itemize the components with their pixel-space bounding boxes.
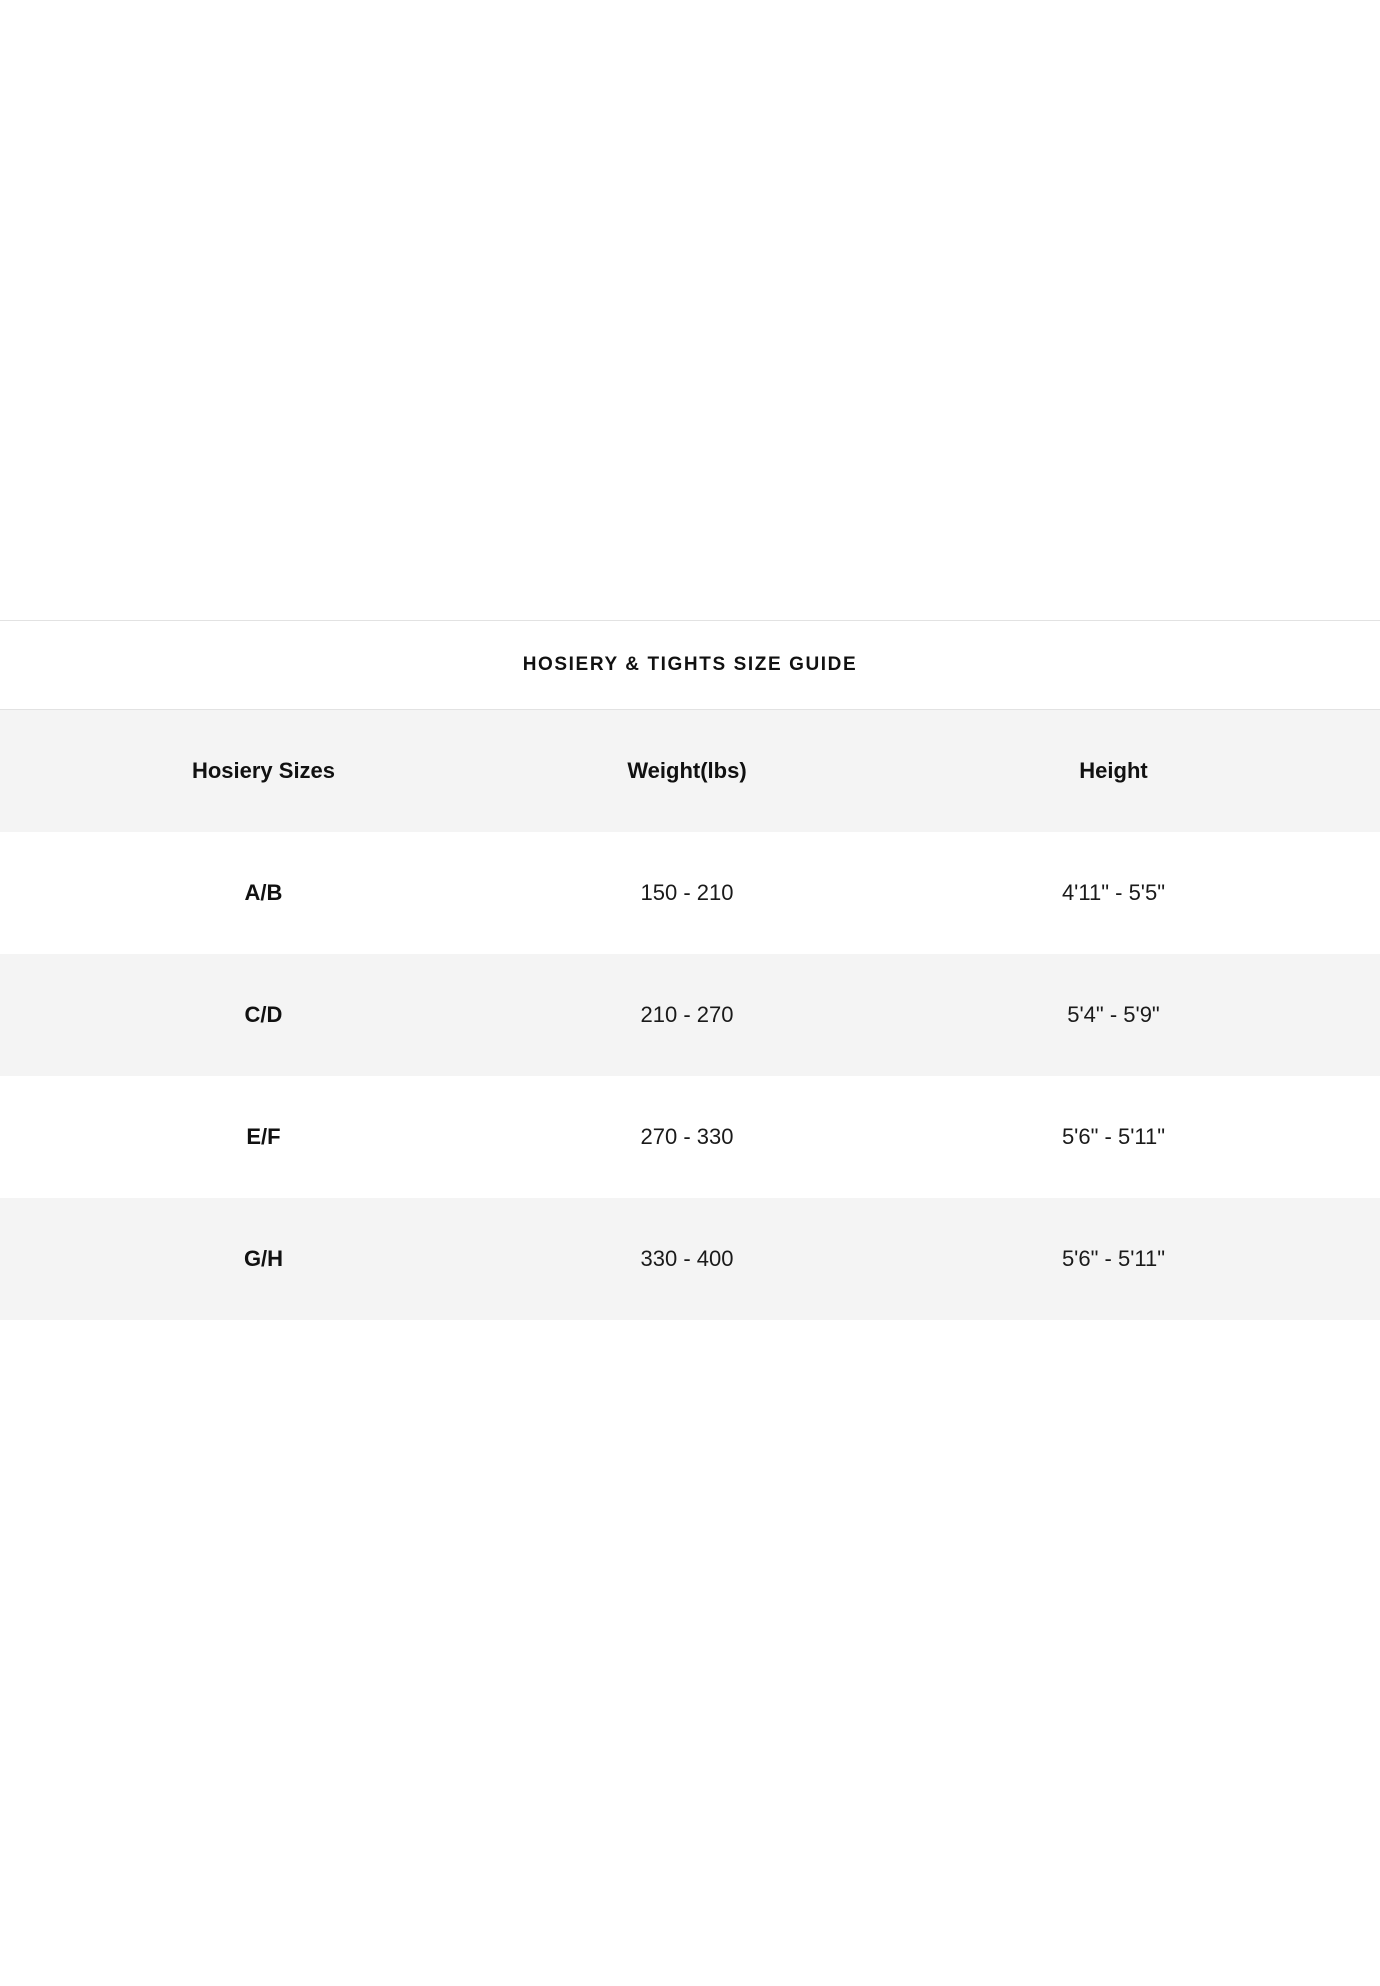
table-body [0,832,1380,1320]
cell-size: E/F [246,1124,281,1149]
column-header-height: Height [1079,758,1148,783]
cell-height: 5'6" - 5'11" [1061,1124,1166,1149]
cell-weight: 210 - 270 [640,1002,734,1027]
size-guide-table [0,710,1380,1320]
page-title: HOSIERY & TIGHTS SIZE GUIDE [522,654,858,675]
cell-weight: 270 - 330 [640,1124,734,1149]
cell-weight: 330 - 400 [640,1246,734,1271]
table-row [0,954,1380,1076]
table-row [0,1076,1380,1198]
cell-height: 5'4" - 5'9" [1067,1002,1160,1027]
cell-weight: 150 - 210 [640,880,734,905]
size-guide-title-bar [0,620,1380,710]
cell-size: G/H [243,1246,284,1271]
column-header-weight: Weight(lbs) [627,758,747,783]
table-header-row [0,710,1380,832]
table-header [0,710,1380,832]
cell-height: 5'6" - 5'11" [1061,1246,1166,1271]
size-guide-section [0,620,1380,1320]
cell-size: A/B [244,880,283,905]
cell-size: C/D [244,1002,283,1027]
table-row [0,1198,1380,1320]
column-header-hosiery-sizes: Hosiery Sizes [191,758,336,783]
cell-height: 4'11" - 5'5" [1061,880,1166,905]
table-row [0,832,1380,954]
